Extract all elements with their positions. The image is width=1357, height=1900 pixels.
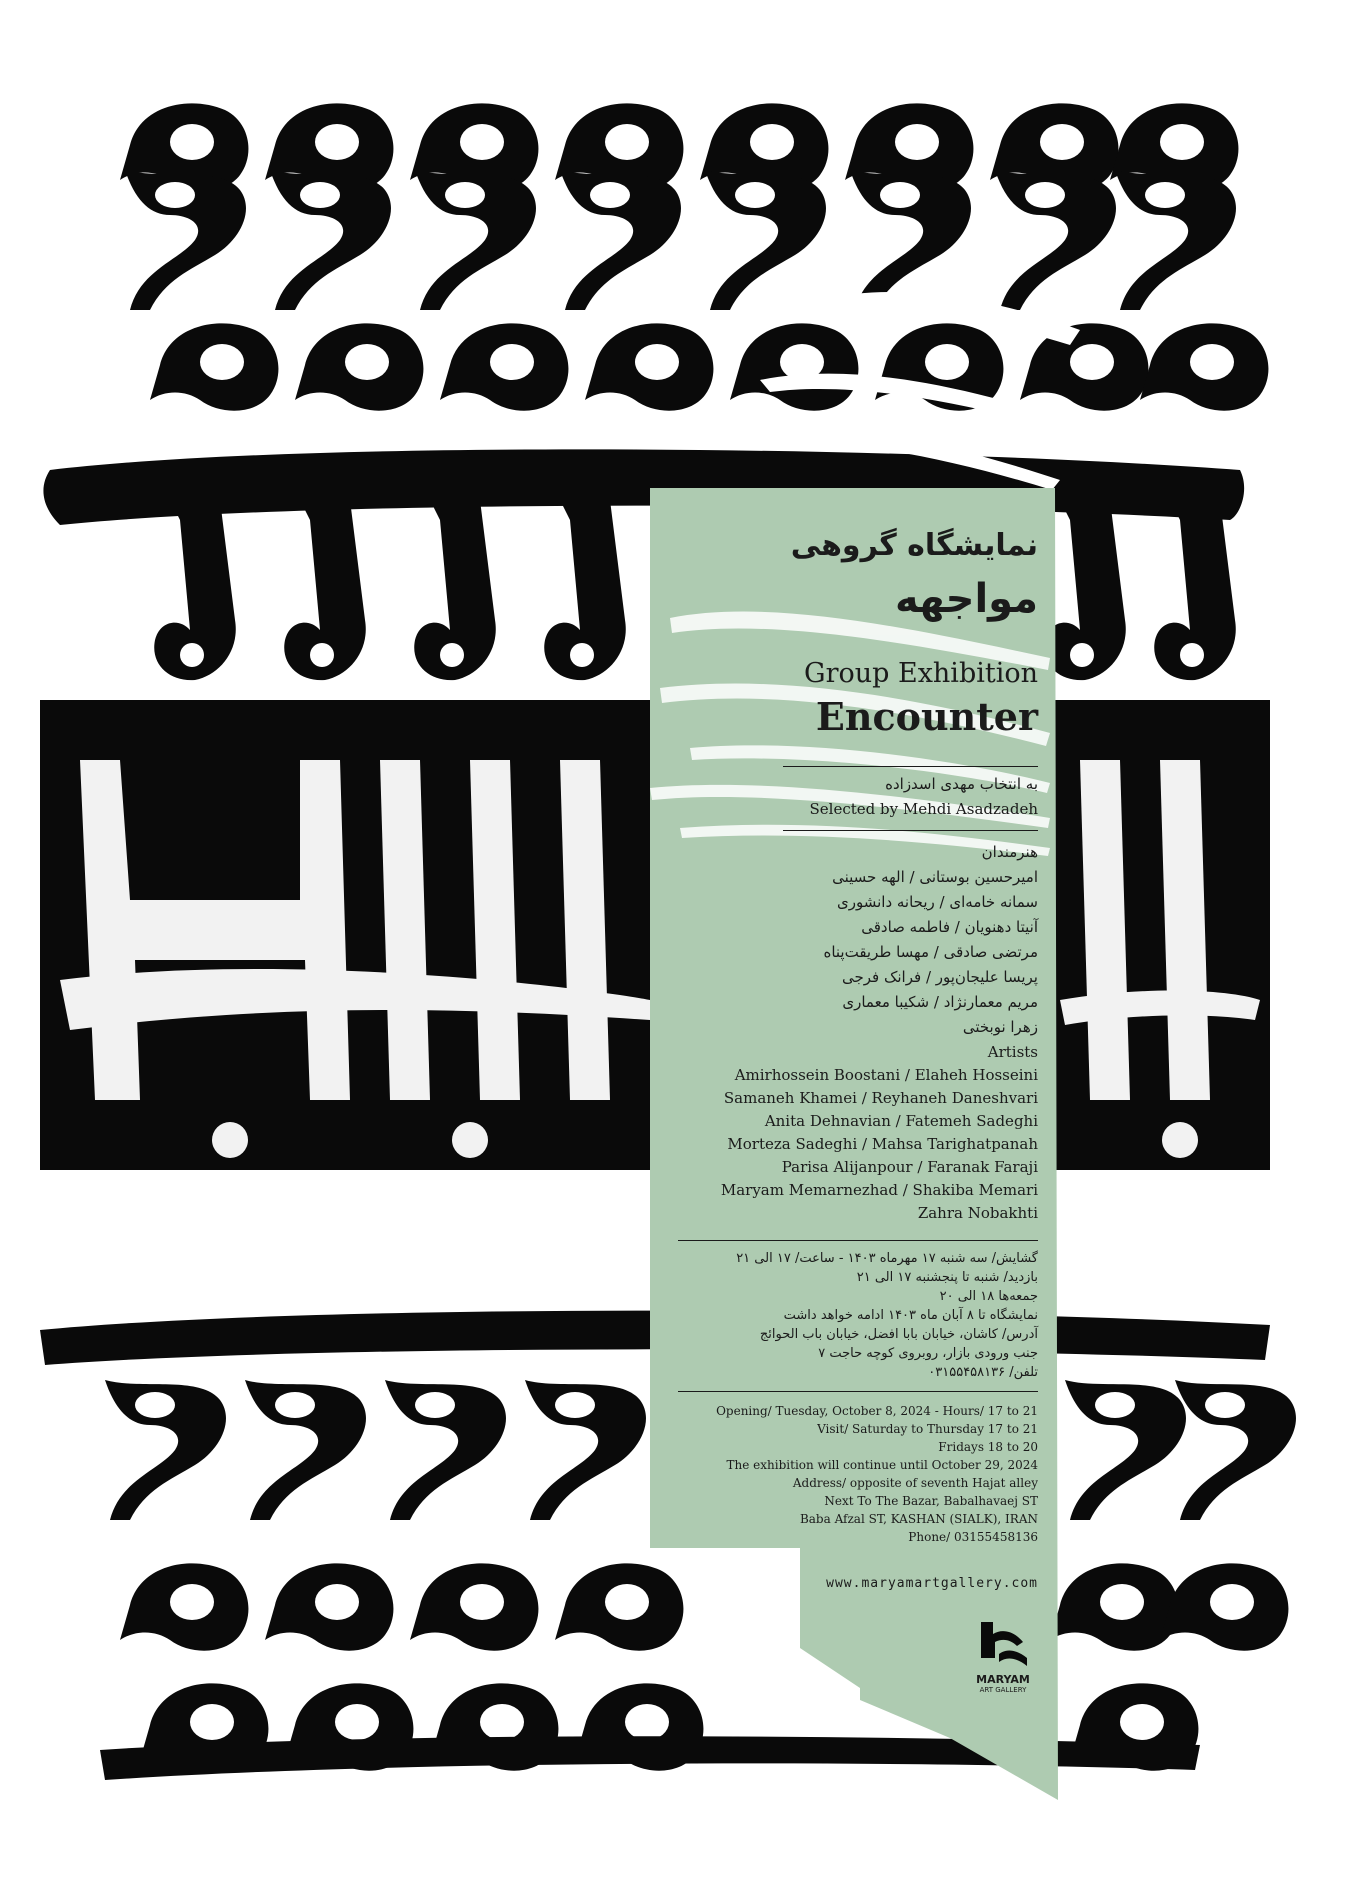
info-panel (650, 488, 1060, 1800)
artist-fa: زهرا نوبختی (962, 1018, 1038, 1036)
curator-en: Selected by Mehdi Asadzadeh (809, 800, 1038, 818)
info-fa-line: جمعه‌ها ۱۸ الی ۲۰ (939, 1289, 1038, 1304)
artist-fa: سمانه خامه‌ای / ریحانه دانشوری (836, 893, 1038, 911)
info-en-line: Opening/ Tuesday, October 8, 2024 - Hours/ 17 to 21 (716, 1404, 1038, 1418)
info-en-line: Fridays 18 to 20 (938, 1440, 1038, 1454)
gallery-logo (968, 1618, 1038, 1695)
title-fa-line2: مواجهه (894, 576, 1038, 622)
curator-fa: به انتخاب مهدی اسدزاده (885, 775, 1038, 793)
title-fa-line1: نمایشگاه گروهی (790, 528, 1038, 563)
artists-heading-en: Artists (987, 1043, 1038, 1061)
info-fa-line: آدرس/ کاشان، خیابان بابا افضل، خیابان باب الحوائج (759, 1327, 1038, 1342)
artist-en: Zahra Nobakhti (917, 1204, 1038, 1222)
info-en-line: Address/ opposite of seventh Hajat alley (792, 1476, 1038, 1490)
artist-fa: امیرحسین بوستانی / الهه حسینی (832, 868, 1038, 886)
artist-fa: آنیتا دهنویان / فاطمه صادقی (861, 918, 1038, 936)
artist-en: Anita Dehnavian / Fatemeh Sadeghi (764, 1112, 1038, 1130)
divider (678, 1240, 1038, 1241)
info-en-line: Next To The Bazar, Babalhavaej ST (824, 1494, 1038, 1508)
info-fa-line: گشایش/ سه شنبه ۱۷ مهرماه ۱۴۰۳ - ساعت/ ۱۷ الی ۲۱ (736, 1251, 1038, 1266)
info-fa-line: نمایشگاه تا ۸ آبان ماه ۱۴۰۳ ادامه خواهد داشت (783, 1308, 1038, 1323)
gallery-logo-icon (973, 1618, 1033, 1670)
info-fa-line: تلفن/ ۰۳۱۵۵۴۵۸۱۳۶ (928, 1365, 1038, 1380)
artist-en: Amirhossein Boostani / Elaheh Hosseini (734, 1066, 1038, 1084)
logo-text-line1: MARYAM (976, 1673, 1030, 1686)
divider (783, 830, 1038, 831)
logo-text-line2: ART GALLERY (979, 1686, 1027, 1694)
info-fa-line: جنب ورودی بازار، روبروی کوچه حاجت ۷ (818, 1346, 1038, 1361)
title-en-line1: Group Exhibition (804, 658, 1038, 689)
info-fa-line: بازدید/ شنبه تا پنجشنبه ۱۷ الی ۲۱ (856, 1270, 1038, 1285)
artists-heading-fa: هنرمندان (981, 843, 1038, 861)
artist-en: Samaneh Khamei / Reyhaneh Daneshvari (723, 1089, 1038, 1107)
artist-fa: پریسا علیجان‌پور / فرانک فرجی (841, 968, 1038, 986)
divider (678, 1391, 1038, 1392)
title-en-line2: Encounter (815, 694, 1038, 739)
artist-en: Maryam Memarnezhad / Shakiba Memari (720, 1181, 1038, 1199)
website-link[interactable]: www.maryamartgallery.com (826, 1576, 1038, 1591)
artist-fa: مرتضی صادقی / مهسا طریقت‌پناه (823, 943, 1038, 961)
info-en-line: Baba Afzal ST, KASHAN (SIALK), IRAN (799, 1512, 1038, 1526)
info-en-line: Phone/ 03155458136 (908, 1530, 1038, 1544)
divider (783, 766, 1038, 767)
artist-fa: مریم معمارنژاد / شکیبا معماری (842, 993, 1038, 1011)
artist-en: Morteza Sadeghi / Mahsa Tarighatpanah (727, 1135, 1038, 1153)
artist-en: Parisa Alijanpour / Faranak Faraji (781, 1158, 1038, 1176)
info-en-line: The exhibition will continue until October 29, 2024 (726, 1458, 1038, 1472)
info-en-line: Visit/ Saturday to Thursday 17 to 21 (817, 1422, 1038, 1436)
